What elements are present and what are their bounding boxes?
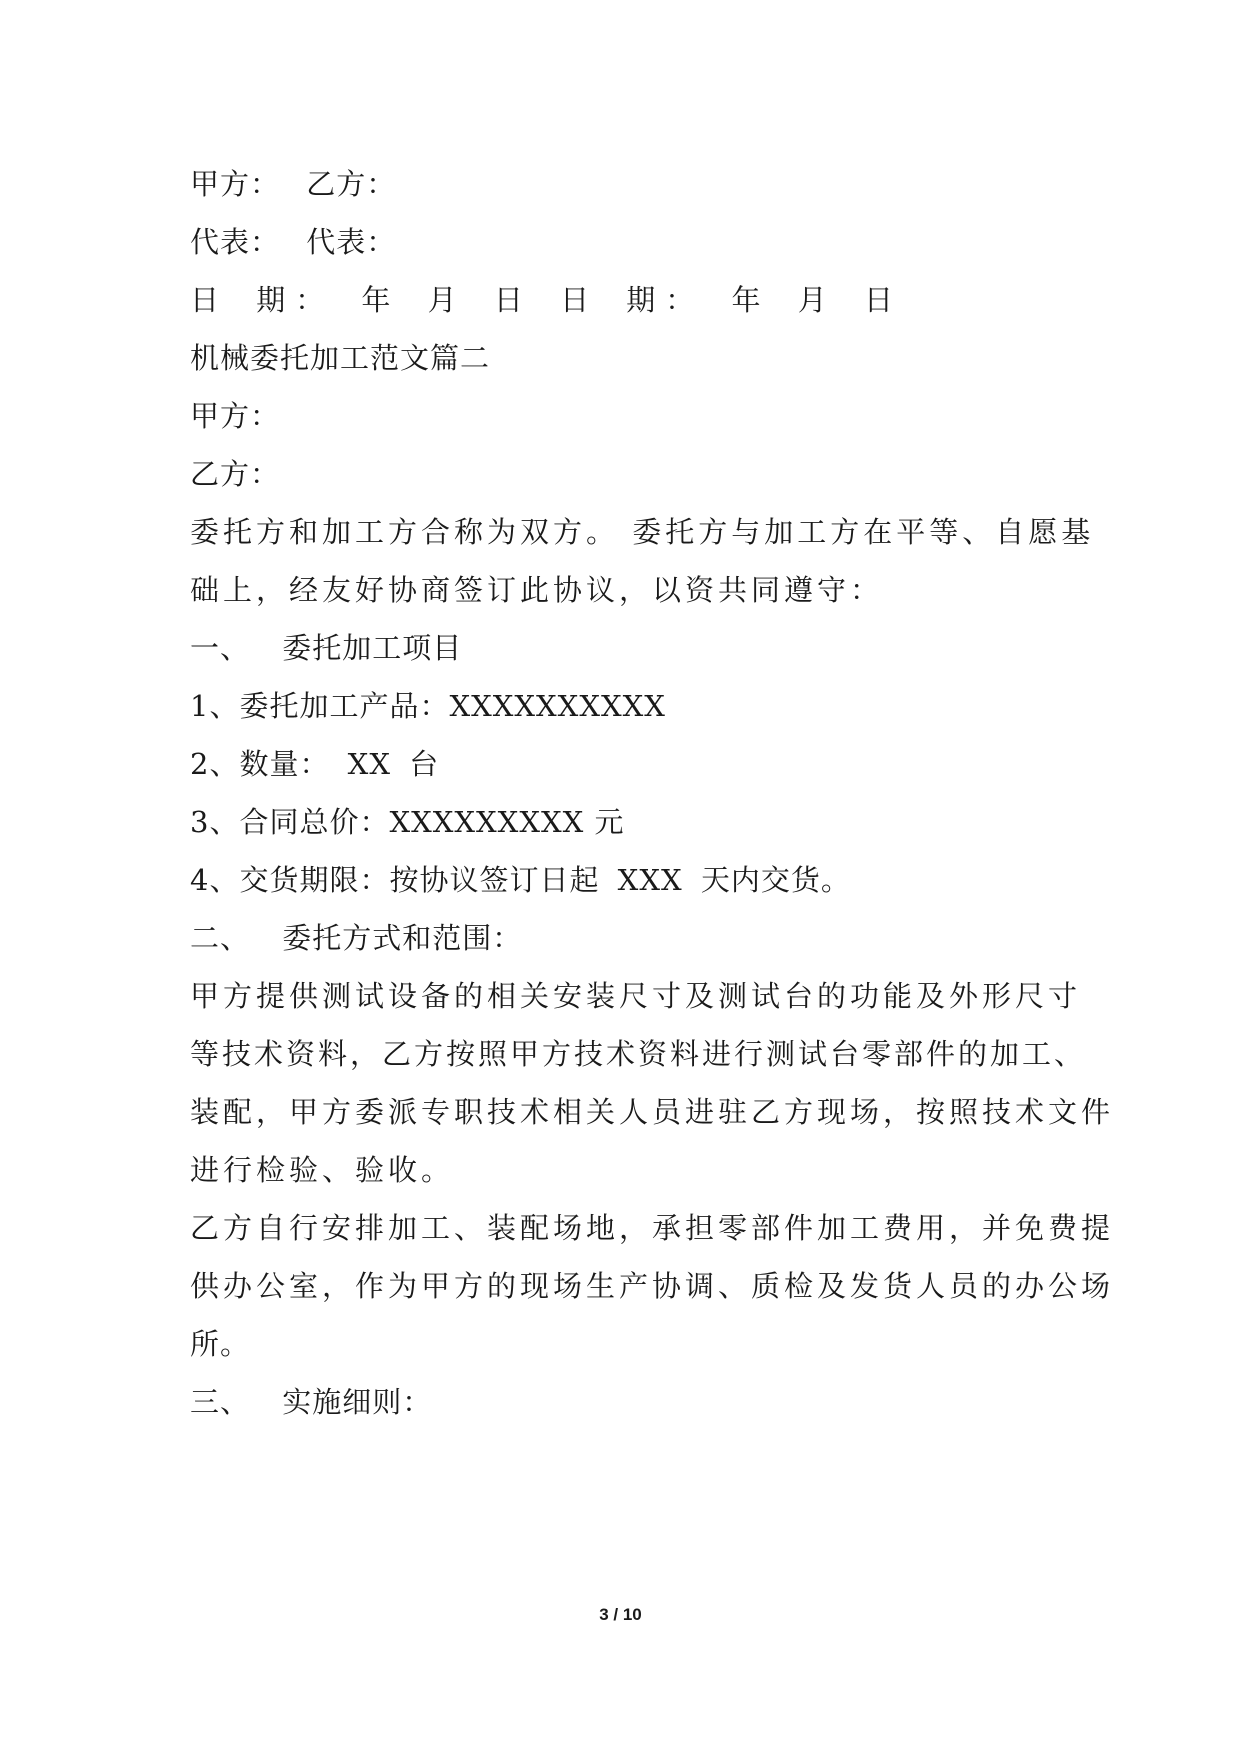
party-a-label: 甲方： [190,399,281,433]
heading-one: 一、 委托加工项目 [190,631,463,665]
site-paragraph-line-2: 供办公室，作为甲方的现场生产协调、质检及发货人员的办公场 [190,1269,1115,1303]
date-line: 日 期： 年 月 日 日 期： 年 月 日 [190,283,903,317]
party-b-label: 乙方： [190,457,281,491]
scope-paragraph-line-1: 甲方提供测试设备的相关安装尺寸及测试台的功能及外形尺寸 [190,979,1082,1013]
site-paragraph-line-3: 所。 [190,1327,251,1361]
scope-paragraph-line-4: 进行检验、验收。 [190,1153,455,1187]
party-header-line: 甲方： 乙方： [190,167,397,201]
intro-paragraph-line-1: 委托方和加工方合称为双方。 委托方与加工方在平等、自愿基 [190,515,1095,549]
heading-three: 三、 实施细则： [190,1385,433,1419]
representative-line: 代表： 代表： [190,225,397,259]
heading-two: 二、 委托方式和范围： [190,921,523,955]
page-number: 3 / 10 [599,1605,642,1624]
scope-paragraph-line-2: 等技术资料，乙方按照甲方技术资料进行测试台零部件的加工、 [190,1037,1087,1071]
item-2-quantity: 2、数量： XX 台 [190,747,440,781]
item-3-total-price: 3、合同总价：XXXXXXXXX 元 [190,805,625,839]
item-1-product: 1、委托加工产品：XXXXXXXXXX [190,689,666,723]
item-4-delivery-term: 4、交货期限：按协议签订日起 XXX 天内交货。 [190,863,851,897]
site-paragraph-line-1: 乙方自行安排加工、装配场地，承担零部件加工费用，并免费提 [190,1211,1115,1245]
section-title-part-two: 机械委托加工范文篇二 [190,341,491,375]
intro-paragraph-line-2: 础上，经友好协商签订此协议，以资共同遵守： [190,573,884,607]
scope-paragraph-line-3: 装配，甲方委派专职技术相关人员进驻乙方现场，按照技术文件 [190,1095,1115,1129]
